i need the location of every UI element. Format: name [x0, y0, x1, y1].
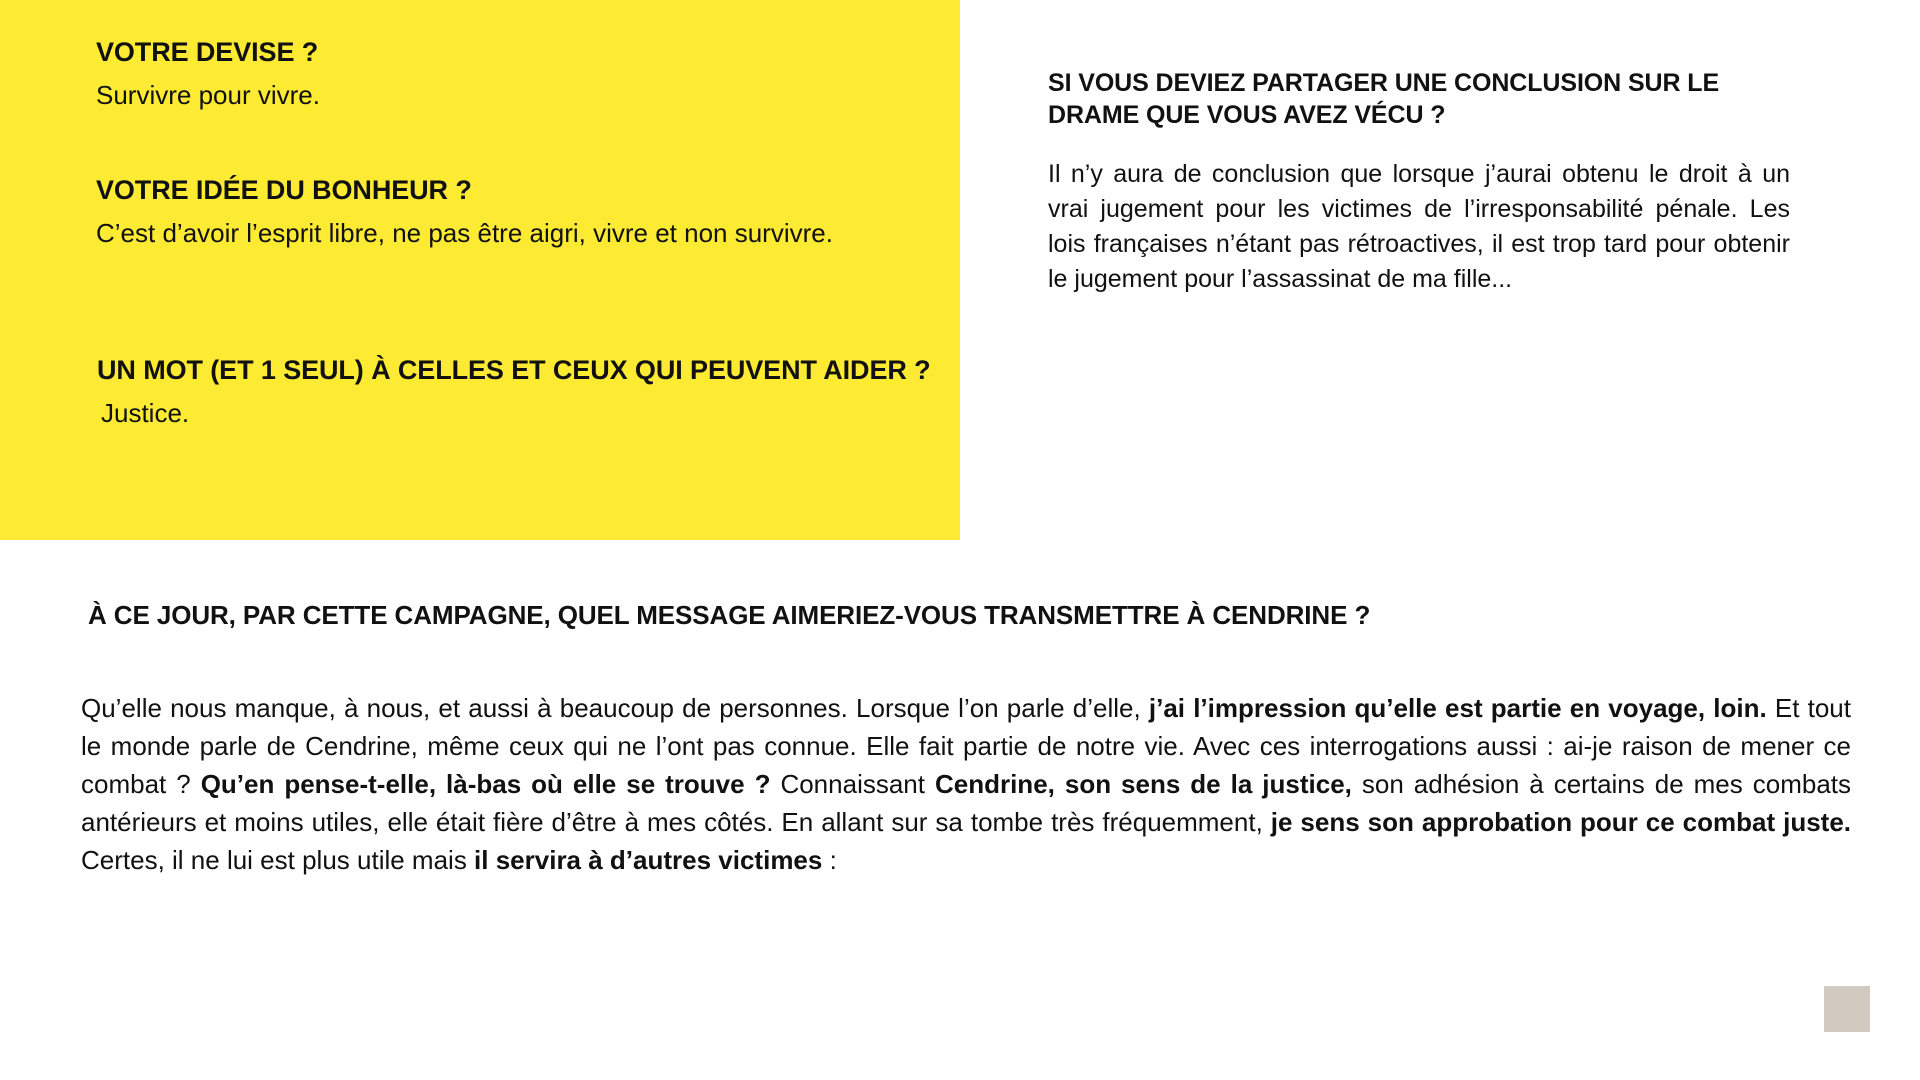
right-column-heading: SI VOUS DEVIEZ PARTAGER UNE CONCLUSION SUR LE DRAME QUE VOUS AVEZ VÉCU ? [1048, 69, 1720, 129]
body-segment: il servira à d’autres victimes [474, 844, 823, 875]
qa-block-un-mot [97, 354, 937, 431]
right-column [1048, 68, 1790, 297]
bottom-section-body [81, 690, 1851, 880]
body-segment: je sens son approbation pour ce combat juste. [1270, 806, 1852, 837]
bottom-section-heading: À CE JOUR, PAR CETTE CAMPAGNE, QUEL MESSAGE AIMERIEZ-VOUS TRANSMETTRE À CENDRINE ? [88, 600, 1371, 630]
body-segment: : [822, 844, 837, 875]
right-column-body: Il n’y aura de conclusion que lorsque j’aurai obtenu le droit à un vrai jugement pour les victimes de l’irresponsabilité pénale. Les lois françaises n’étant pas rétroactives, il est trop tard pour obtenir le jugement pour l’assassinat de ma fille... [1048, 160, 1790, 293]
qa-block-devise [96, 36, 896, 113]
qa-question-un-mot: UN MOT (ET 1 SEUL) À CELLES ET CEUX QUI PEUVENT AIDER ? [97, 355, 931, 385]
qa-block-bonheur [96, 174, 856, 251]
qa-answer-devise: Survivre pour vivre. [96, 79, 320, 110]
corner-mark-square [1824, 986, 1870, 1032]
body-segment: Connaissant [770, 768, 935, 799]
body-segment: Qu’en pense-t-elle, là-bas où elle se trouve ? [200, 768, 771, 799]
body-segment: Et tout le monde parle de Cendrine, même ceux qui ne l’ont pas connue. Elle fait partie de notre vie. Avec ces interrogations aussi : ai-je raison de mener ce combat ? [81, 693, 1851, 799]
body-segment: son adhésion à certains de mes combats antérieurs et moins utiles, elle était fière d’être à mes côtés. En allant sur sa tombe très fréquemment, [81, 768, 1852, 837]
qa-answer-bonheur: C’est d’avoir l’esprit libre, ne pas être aigri, vivre et non survivre. [96, 217, 833, 248]
qa-answer-un-mot: Justice. [101, 397, 190, 428]
body-segment: j’ai l’impression qu’elle est partie en voyage, loin. [1148, 693, 1767, 723]
body-segment: Certes, il ne lui est plus utile mais [81, 844, 475, 875]
body-segment: Qu’elle nous manque, à nous, et aussi à beaucoup de personnes. Lorsque l’on parle d’elle, [81, 693, 1149, 723]
qa-question-devise: VOTRE DEVISE ? [96, 37, 319, 67]
yellow-highlight-panel [0, 0, 960, 540]
body-segment: Cendrine, son sens de la justice, [934, 768, 1352, 799]
qa-question-bonheur: VOTRE IDÉE DU BONHEUR ? [96, 175, 472, 205]
